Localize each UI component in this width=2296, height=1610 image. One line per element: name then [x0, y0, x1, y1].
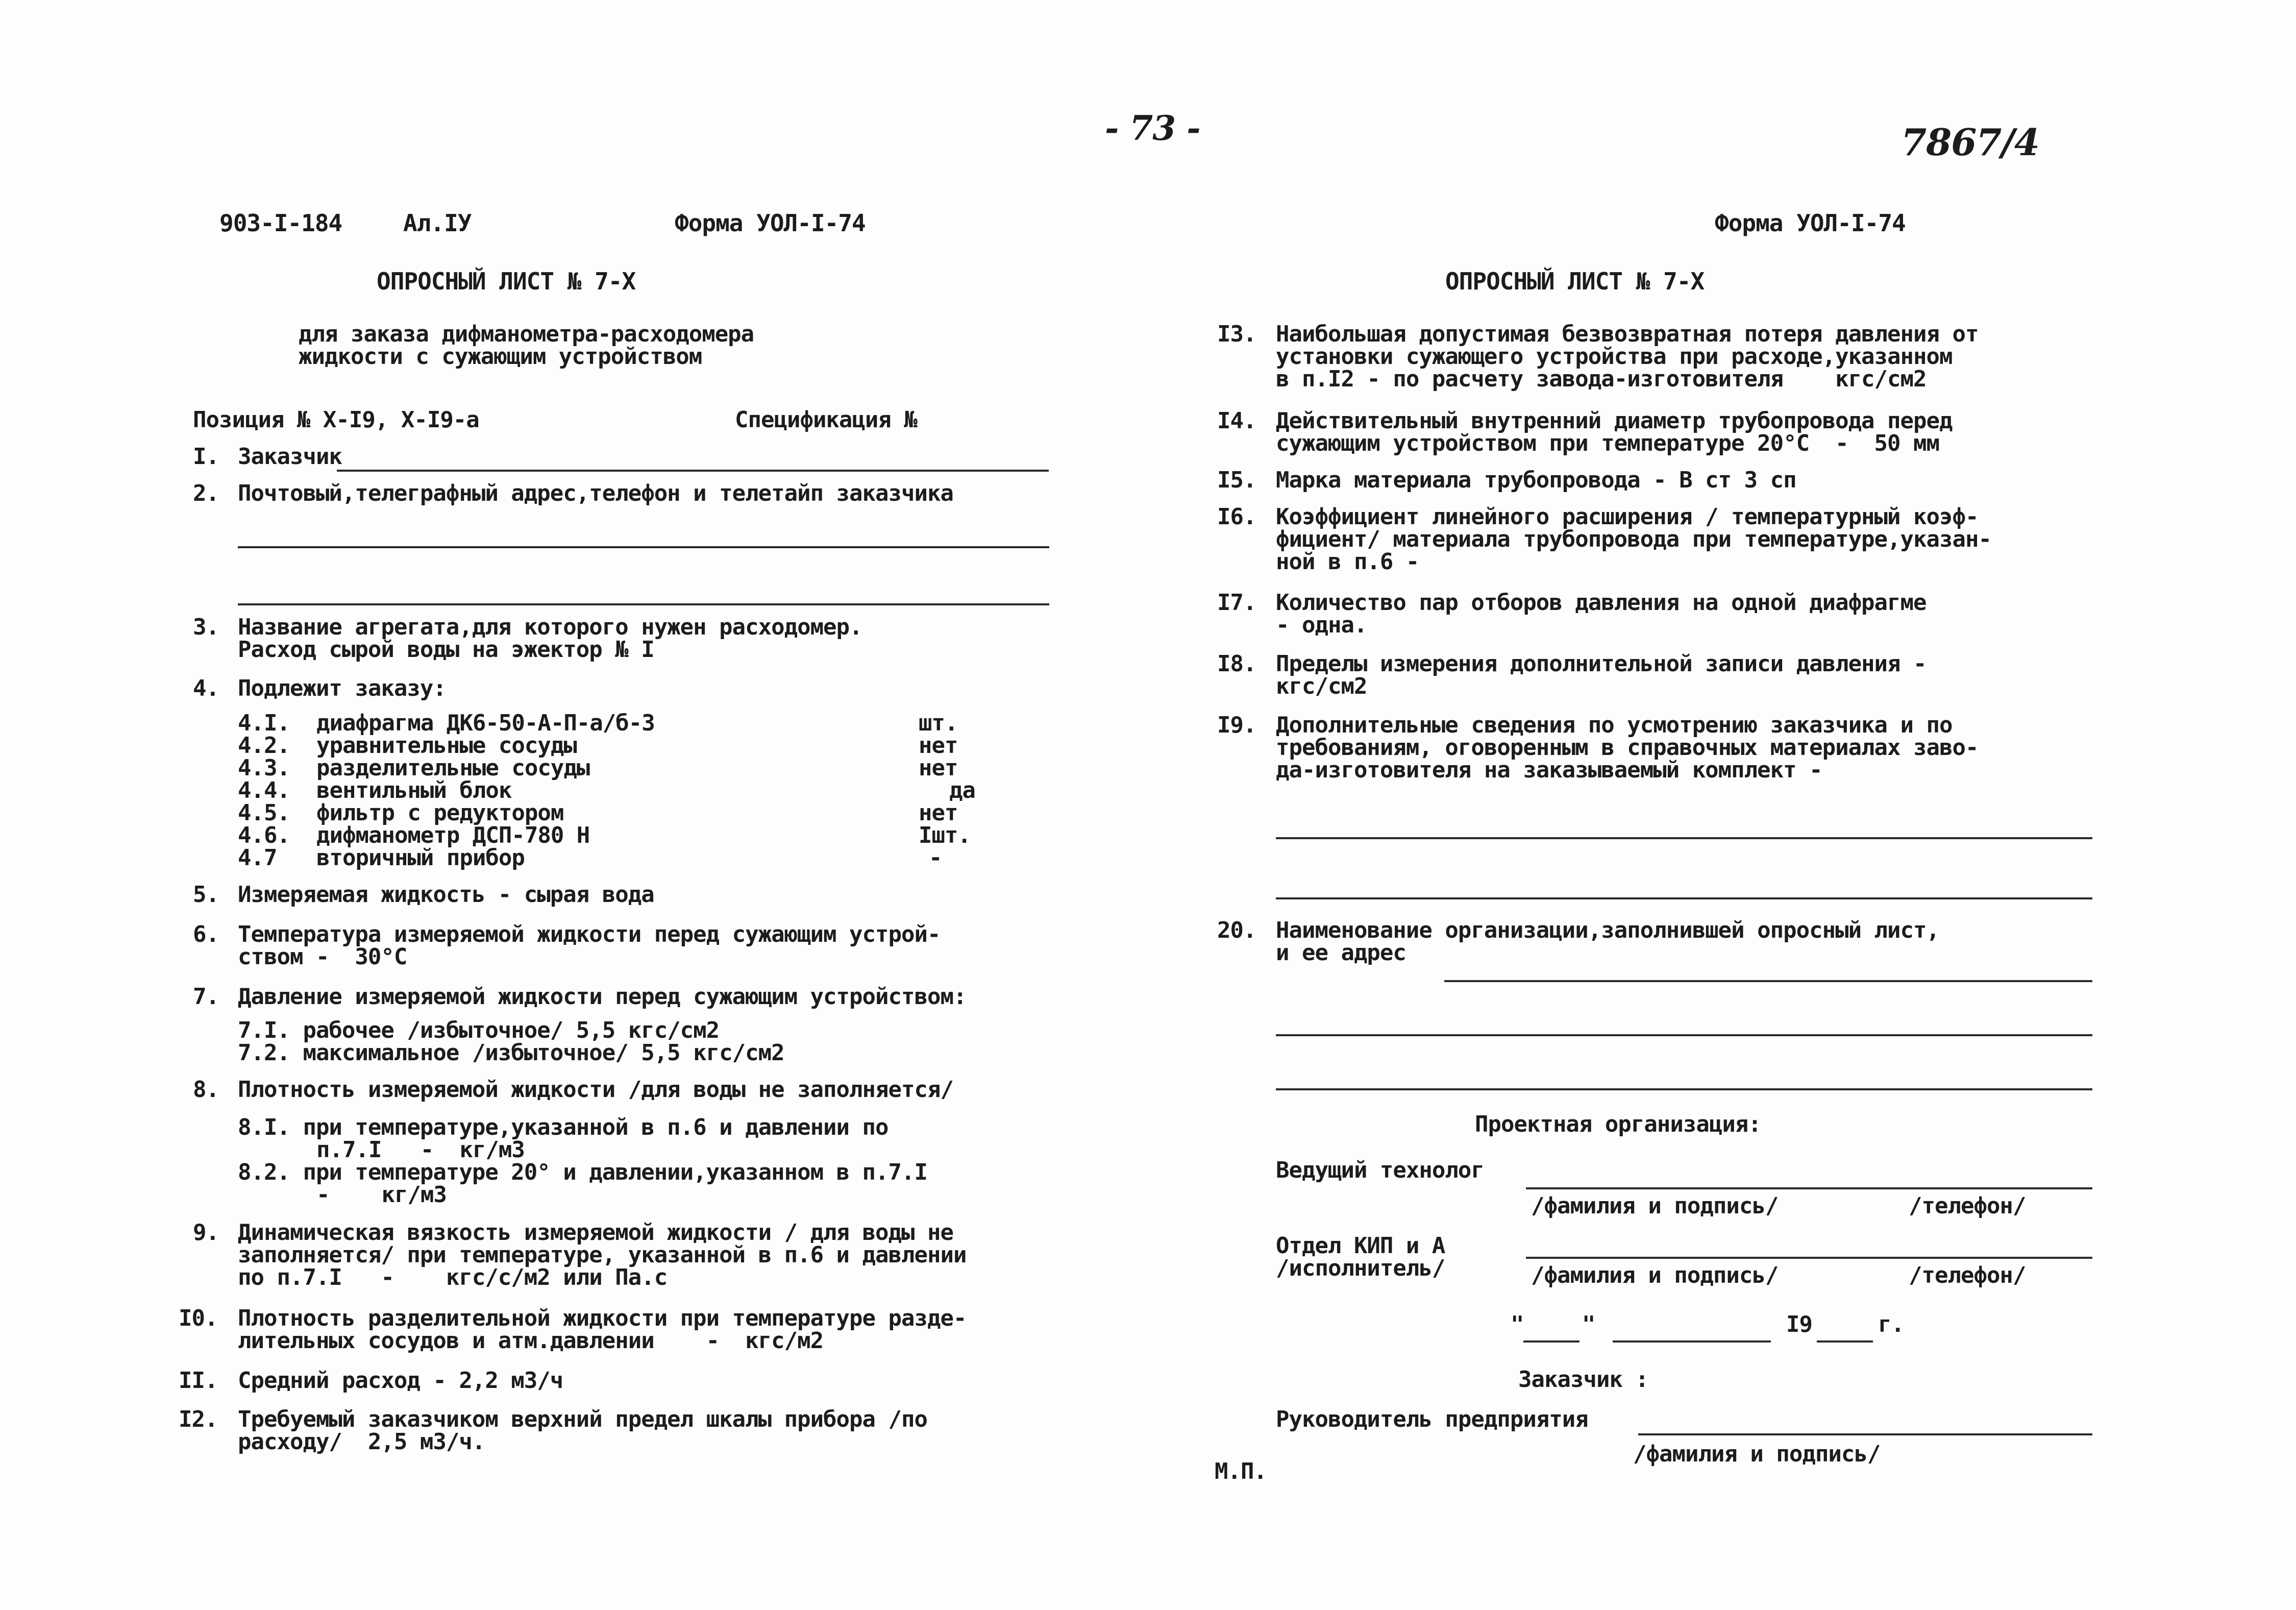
item-13-line-1: Наибольшая допустимая безвозвратная потеря давления от — [1276, 321, 1979, 347]
field-line — [1444, 980, 2092, 982]
subitem-number: 4.7 — [238, 845, 277, 871]
document-number: 7867/4 — [1901, 120, 2039, 164]
subitem-text: вентильный блок — [316, 777, 512, 803]
item-15-number: I5. — [1217, 467, 1256, 493]
item-7-1: 7.I. рабочее /избыточное/ 5,5 кгс/см2 — [238, 1017, 720, 1043]
item-8-2-line-2: - кг/м3 — [316, 1182, 447, 1208]
date-year-suffix: г. — [1878, 1311, 1904, 1337]
field-line — [238, 546, 1049, 548]
item-7-2: 7.2. максимальное /избыточное/ 5,5 кгс/см2 — [238, 1040, 784, 1066]
project-code: 903-I-184 — [219, 209, 342, 237]
subitem-value: нет — [919, 733, 958, 759]
subitem-value: да — [949, 777, 975, 803]
item-17-number: I7. — [1217, 590, 1256, 616]
item-16-number: I6. — [1217, 504, 1256, 530]
field-line — [1526, 1187, 2092, 1189]
item-15-text: Марка материала трубопровода - В ст 3 сп — [1276, 467, 1796, 493]
signature-caption: /фамилия и подпись/ — [1531, 1262, 1779, 1288]
item-12-line-1: Требуемый заказчиком верхний предел шкалы прибора /по — [238, 1406, 927, 1432]
subitem-number: 4.4. — [238, 777, 290, 803]
form-code-left: Форма УОЛ-I-74 — [675, 209, 866, 237]
item-8-number: 8. — [193, 1077, 219, 1103]
item-12-number: I2. — [179, 1406, 218, 1432]
date-quote-open: " — [1511, 1311, 1524, 1337]
item-13-line-3: в п.I2 - по расчету завода-изготовителя кгс/см2 — [1276, 366, 1927, 392]
item-8-1-line-1: 8.I. при температуре,указанной в п.6 и давлении по — [238, 1114, 888, 1140]
item-9-number: 9. — [193, 1219, 219, 1246]
subitem-value: - — [929, 845, 942, 871]
item-6-line-1: Температура измеряемой жидкости перед сужающим устрой- — [238, 921, 941, 947]
sheet-number: Ал.IУ — [403, 209, 472, 237]
item-3-number: 3. — [193, 614, 219, 640]
item-13-line-2: установки сужающего устройства при расходе,указанном — [1276, 344, 1953, 370]
item-14-line-2: сужающим устройством при температуре 20°С - 50 мм — [1276, 430, 1940, 456]
questionnaire-title-right: ОПРОСНЫЙ ЛИСТ № 7-Х — [1445, 267, 1705, 295]
item-4-text: Подлежит заказу: — [238, 675, 446, 701]
field-line — [1638, 1433, 2092, 1435]
item-11-text: Средний расход - 2,2 м3/ч — [238, 1368, 563, 1394]
item-8-text: Плотность измеряемой жидкости /для воды не заполняется/ — [238, 1077, 953, 1103]
date-year-prefix: I9 — [1786, 1311, 1812, 1337]
item-17-line-2: - одна. — [1276, 612, 1367, 638]
item-1-number: I. — [193, 444, 219, 470]
stamp-label: М.П. — [1215, 1458, 1267, 1484]
field-line — [337, 470, 1049, 472]
item-16-line-1: Коэффициент линейного расширения / температурный коэф- — [1276, 504, 1979, 530]
subitem-value: шт. — [919, 710, 958, 736]
signature-caption: /фамилия и подпись/ — [1531, 1193, 1779, 1219]
item-20-line-1: Наименование организации,заполнившей опросный лист, — [1276, 917, 1940, 943]
item-5-number: 5. — [193, 882, 219, 908]
subitem-number: 4.3. — [238, 755, 290, 781]
form-code-right: Форма УОЛ-I-74 — [1715, 209, 1906, 237]
item-12-line-2: расходу/ 2,5 м3/ч. — [238, 1429, 485, 1455]
item-6-number: 6. — [193, 921, 219, 947]
field-line — [238, 603, 1049, 605]
subitem-value: нет — [919, 800, 958, 826]
item-7-number: 7. — [193, 984, 219, 1010]
kip-department-label: Отдел КИП и А — [1276, 1233, 1445, 1259]
item-16-line-3: ной в п.6 - — [1276, 549, 1419, 575]
item-4-number: 4. — [193, 675, 219, 701]
page-number: - 73 - — [1105, 108, 1200, 148]
item-1-text: Заказчик — [238, 444, 342, 470]
field-line — [1276, 1034, 2092, 1036]
item-10-line-1: Плотность разделительной жидкости при температуре разде- — [238, 1305, 967, 1331]
item-7-text: Давление измеряемой жидкости перед сужающим устройством: — [238, 984, 967, 1010]
item-18-line-1: Пределы измерения дополнительной записи давления - — [1276, 651, 1927, 677]
item-3-line-1: Название агрегата,для которого нужен расходомер. — [238, 614, 862, 640]
item-2-number: 2. — [193, 480, 219, 506]
subitem-text: уравнительные сосуды — [316, 733, 577, 759]
subitem-text: вторичный прибор — [316, 845, 525, 871]
specification-label: Спецификация № — [735, 407, 917, 433]
item-9-line-3: по п.7.I - кгс/с/м2 или Па.с — [238, 1264, 668, 1290]
field-line — [1276, 897, 2092, 899]
item-18-number: I8. — [1217, 651, 1256, 677]
item-20-line-2: и ее адрес — [1276, 940, 1406, 966]
subitem-text: разделительные сосуды — [316, 755, 590, 781]
item-9-line-1: Динамическая вязкость измеряемой жидкости / для воды не — [238, 1219, 953, 1246]
phone-caption: /телефон/ — [1909, 1262, 2026, 1288]
subitem-number: 4.6. — [238, 822, 290, 848]
questionnaire-title-left: ОПРОСНЫЙ ЛИСТ № 7-Х — [377, 267, 636, 295]
item-10-number: I0. — [179, 1305, 218, 1331]
item-11-number: II. — [179, 1368, 218, 1394]
field-line — [1276, 1088, 2092, 1090]
item-10-line-2: лительных сосудов и атм.давлении - кгс/м2 — [238, 1328, 824, 1354]
date-quote-close: " — [1582, 1311, 1595, 1337]
subitem-value: Iшт. — [919, 822, 971, 848]
item-6-line-2: ством - 30°С — [238, 944, 407, 970]
item-19-number: I9. — [1217, 712, 1256, 738]
director-label: Руководитель предприятия — [1276, 1406, 1588, 1432]
signature-caption: /фамилия и подпись/ — [1633, 1441, 1881, 1467]
subitem-number: 4.5. — [238, 800, 290, 826]
item-13-number: I3. — [1217, 321, 1256, 347]
item-19-line-1: Дополнительные сведения по усмотрению заказчика и по — [1276, 712, 1953, 738]
item-5-text: Измеряемая жидкость - сырая вода — [238, 882, 654, 908]
subitem-text: фильтр с редуктором — [316, 800, 564, 826]
subtitle-line-2: жидкости с сужающим устройством — [299, 344, 702, 370]
subitem-number: 4.2. — [238, 733, 290, 759]
subitem-number: 4.I. — [238, 710, 290, 736]
customer-heading: Заказчик : — [1518, 1367, 1648, 1393]
subitem-value: нет — [919, 755, 958, 781]
subitem-text: дифманометр ДСП-780 Н — [316, 822, 590, 848]
item-18-line-2: кгс/см2 — [1276, 673, 1367, 699]
item-14-line-1: Действительный внутренний диаметр трубопровода перед — [1276, 408, 1953, 434]
item-14-number: I4. — [1217, 408, 1256, 434]
executor-label: /исполнитель/ — [1276, 1255, 1445, 1281]
item-3-line-2: Расход сырой воды на эжектор № I — [238, 637, 654, 663]
phone-caption: /телефон/ — [1909, 1193, 2026, 1219]
item-20-number: 20. — [1217, 917, 1256, 943]
subtitle-line-1: для заказа дифманометра-расходомера — [299, 321, 754, 347]
date-month-line — [1613, 1340, 1771, 1343]
item-8-1-line-2: п.7.I - кг/м3 — [316, 1137, 525, 1163]
item-16-line-2: фициент/ материала трубопровода при температуре,указан- — [1276, 526, 1991, 552]
design-organization-heading: Проектная организация: — [1475, 1111, 1761, 1137]
item-19-line-3: да-изготовителя на заказываемый комплект - — [1276, 757, 1822, 783]
item-8-2-line-1: 8.2. при температуре 20° и давлении,указанном в п.7.I — [238, 1159, 927, 1185]
position-number: Позиция № Х-I9, Х-I9-а — [193, 407, 479, 433]
subitem-text: диафрагма ДК6-50-А-П-а/б-3 — [316, 710, 655, 736]
item-19-line-2: требованиям, оговоренным в справочных материалах заво- — [1276, 735, 1979, 761]
item-17-line-1: Количество пар отборов давления на одной диафрагме — [1276, 590, 1927, 616]
date-year-line — [1817, 1340, 1873, 1343]
field-line — [1526, 1257, 2092, 1259]
lead-technologist-label: Ведущий технолог — [1276, 1157, 1484, 1183]
field-line — [1276, 837, 2092, 839]
date-day-line — [1523, 1340, 1579, 1343]
item-2-text: Почтовый,телеграфный адрес,телефон и телетайп заказчика — [238, 480, 953, 506]
item-9-line-2: заполняется/ при температуре, указанной в п.6 и давлении — [238, 1242, 967, 1268]
